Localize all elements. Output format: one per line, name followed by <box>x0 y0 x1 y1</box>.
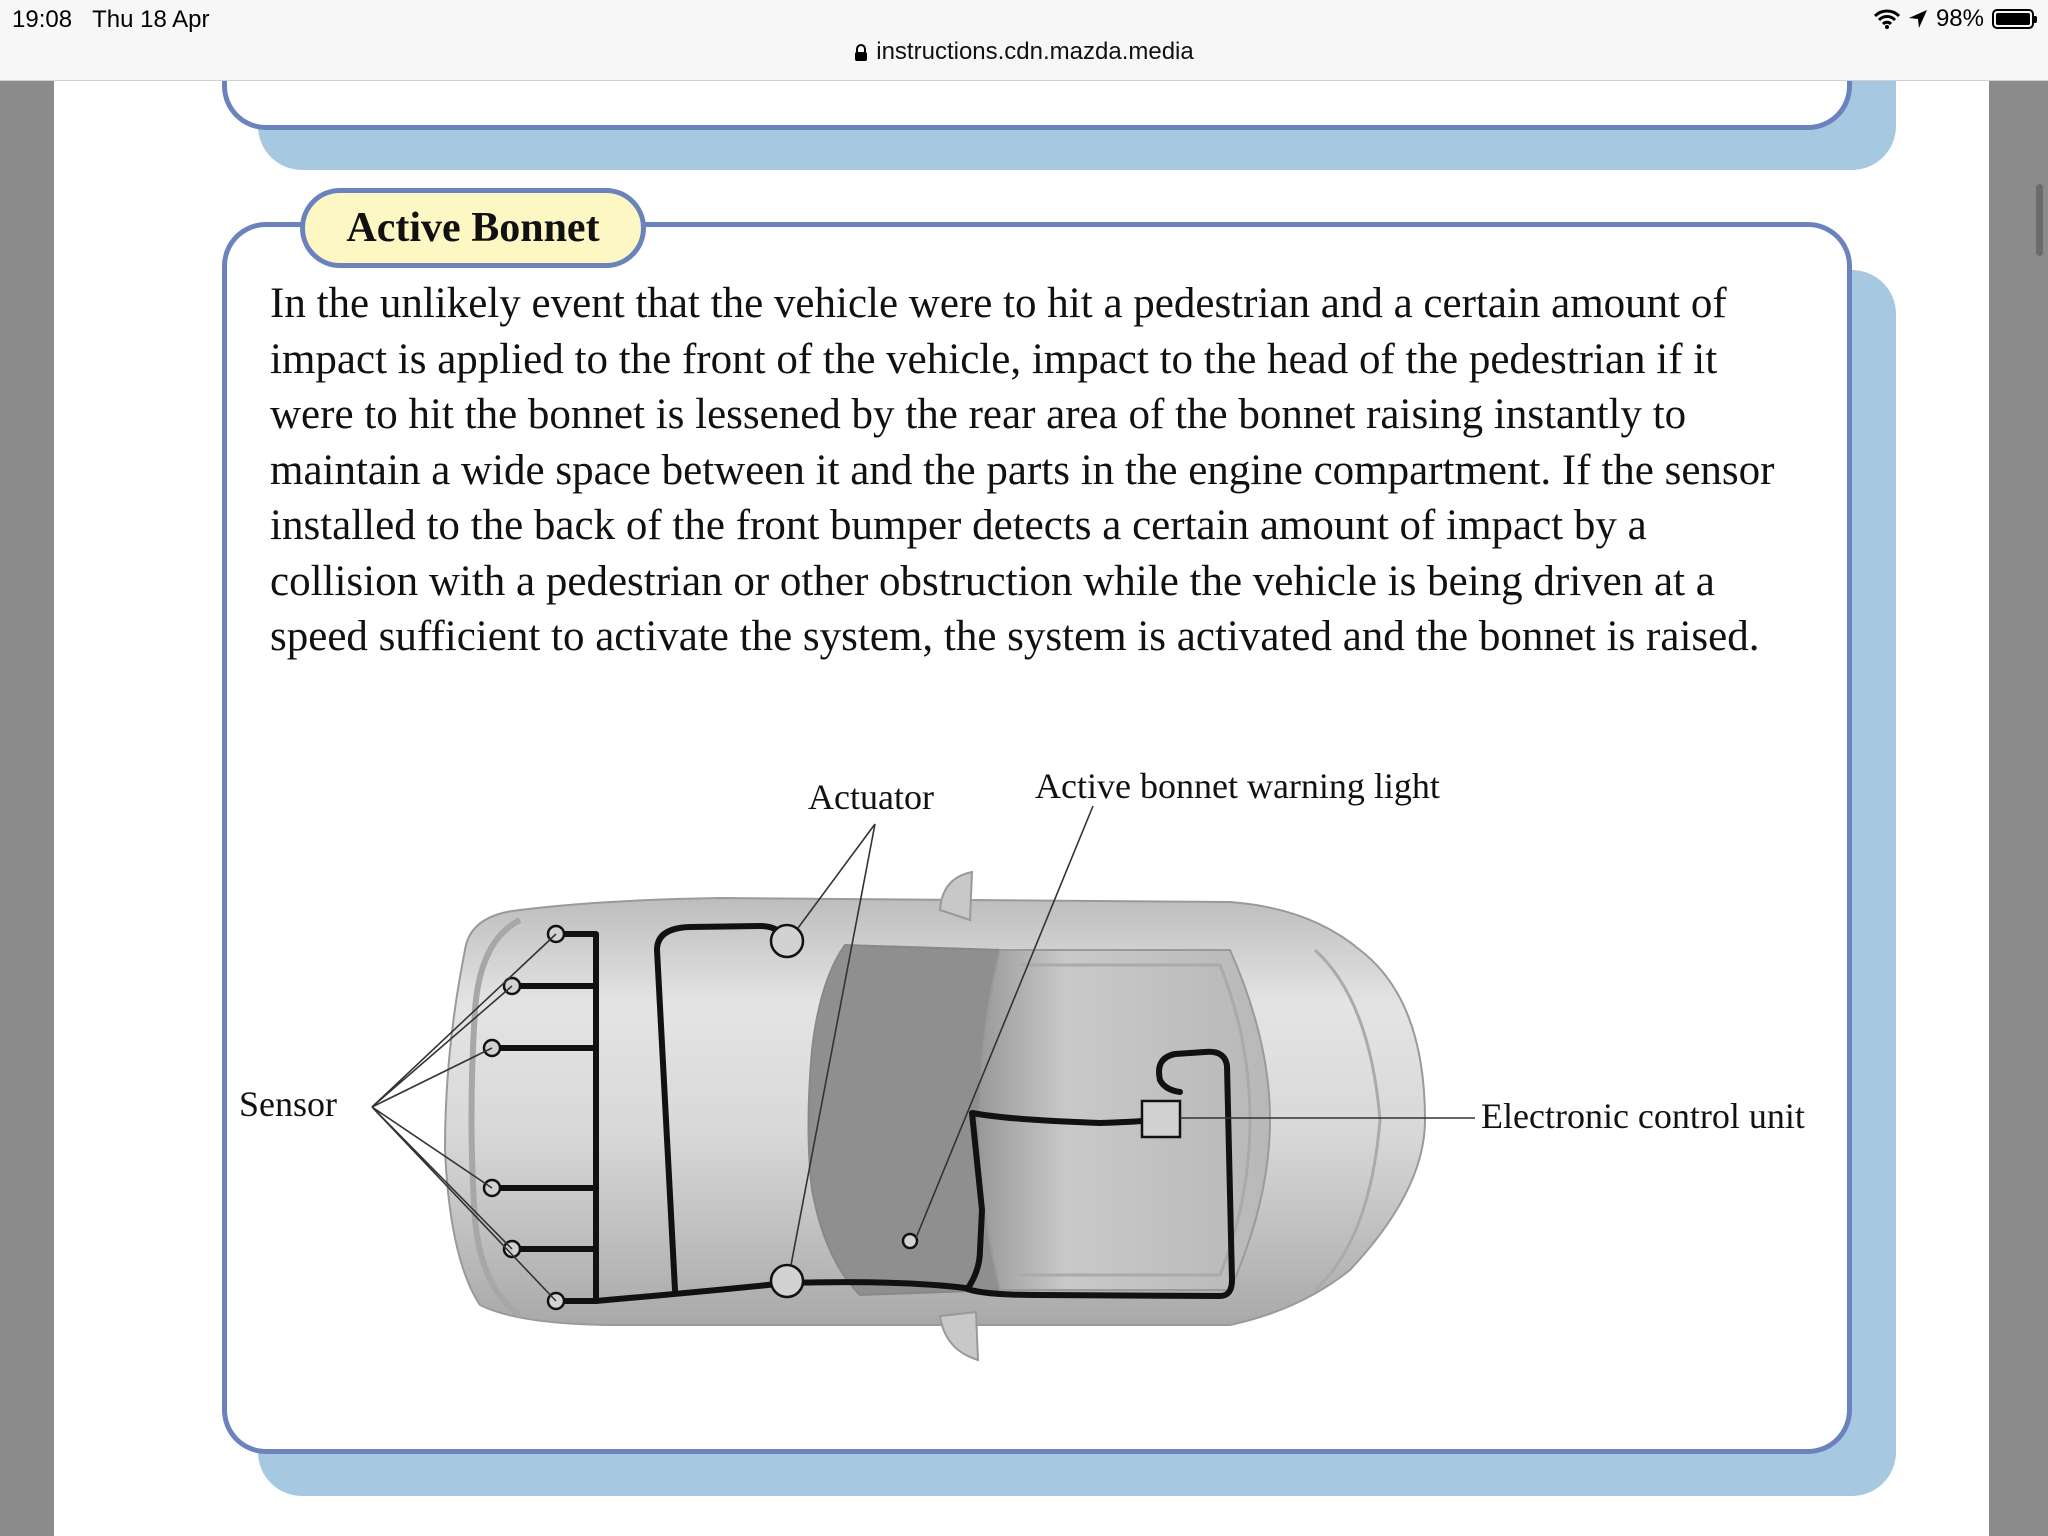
active-bonnet-diagram <box>220 750 1860 1390</box>
location-arrow-icon <box>1908 9 1928 29</box>
actuator-right <box>771 1265 803 1297</box>
address-bar[interactable] <box>0 38 2048 66</box>
url-text: instructions.cdn.mazda.media <box>876 38 1194 65</box>
battery-percent: 98% <box>1935 5 1984 32</box>
actuator-label: Actuator <box>808 777 934 817</box>
sensor-label: Sensor <box>239 1084 337 1124</box>
scrollbar[interactable] <box>2036 184 2043 256</box>
section-title: Active Bonnet <box>300 188 646 268</box>
electronic-control-unit <box>1142 1101 1180 1137</box>
actuator-left <box>771 925 803 957</box>
lock-icon <box>854 44 868 62</box>
status-time: 19:08 Thu 18 Apr <box>12 6 210 33</box>
warning-light <box>903 1234 917 1248</box>
section-body-text: In the unlikely event that the vehicle were to hit a pedestrian and a certain amount of impact is applied to the front of the vehicle, impact to the head of the pedestrian if it were to hit the bonnet is lessened by the rear area of the bonnet raising instantly to maintain a wide space between it and the parts in the engine compartment. If the sensor installed to the back of the front bumper detects a certain amount of impact by a collision with a pedestrian or other obstruction while the vehicle is being driven at a speed sufficient to activate the system, the system is activated and the bonnet is raised. <box>270 280 1775 660</box>
ecu-label: Electronic control unit <box>1481 1096 1805 1136</box>
battery-icon <box>1992 9 2034 29</box>
status-indicators <box>1874 4 2034 34</box>
warning-light-label: Active bonnet warning light <box>1035 766 1440 806</box>
wifi-icon <box>1874 9 1900 29</box>
status-bar <box>0 0 2048 81</box>
